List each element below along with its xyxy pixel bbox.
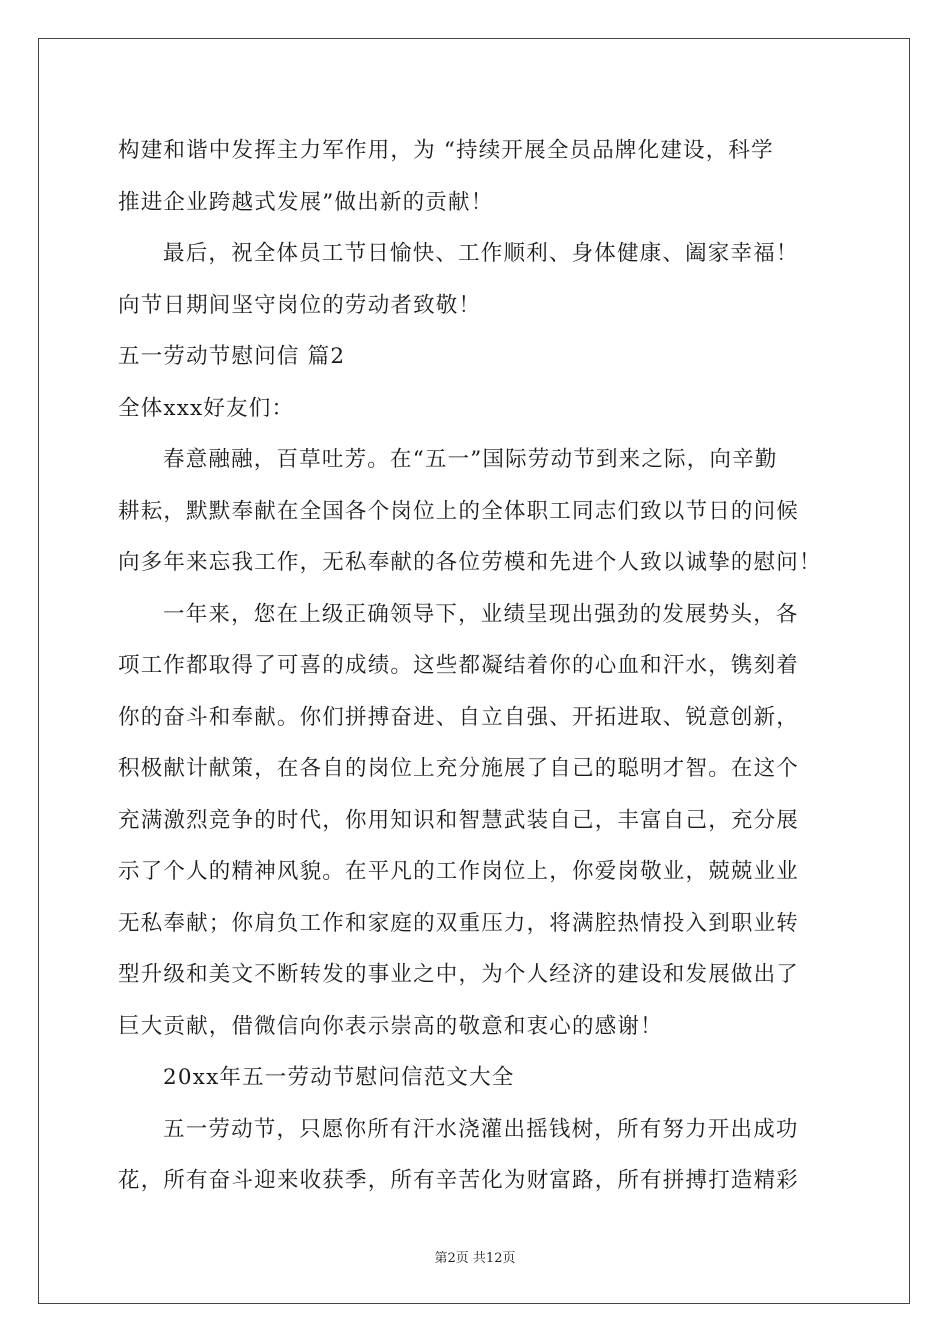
text-line: 示了个人的精神风貌。在平凡的工作岗位上，你爱岗敬业，兢兢业业 xyxy=(118,859,800,884)
text-line: 耕耘，默默奉献在全国各个岗位上的全体职工同志们致以节日的问候 xyxy=(118,498,800,524)
text-line: 巨大贡献，借微信向你表示崇高的敬意和衷心的感谢！ xyxy=(118,1013,663,1039)
text-line: 你的奋斗和奉献。你们拼搏奋进、自立自强、开拓进取、锐意创新， xyxy=(118,704,800,730)
subheading: 20xx年五一劳动节慰问信范文大全 xyxy=(163,1065,515,1090)
text-line: 项工作都取得了可喜的成绩。这些都凝结着你的心血和汗水，镌刻着 xyxy=(118,653,800,678)
document-body xyxy=(118,125,838,1207)
text-line: 五一劳动节，只愿你所有汗水浇灌出摇钱树，所有努力开出成功 xyxy=(163,1116,799,1142)
text-line: 构建和谐中发挥主力军作用，为 “持续开展全员品牌化建设，科学 xyxy=(118,138,774,163)
text-line: 花，所有奋斗迎来收获季，所有辛苦化为财富路，所有拼搏打造精彩 xyxy=(118,1168,800,1193)
text-line: 一年来，您在上级正确领导下，业绩呈现出强劲的发展势头，各 xyxy=(163,601,799,627)
text-line: 积极献计献策，在各自的岗位上充分施展了自己的聪明才智。在这个 xyxy=(118,756,800,781)
section-heading: 五一劳动节慰问信 篇2 xyxy=(118,344,346,369)
text-line: 型升级和美文不断转发的事业之中，为个人经济的建设和发展做出了 xyxy=(118,962,800,987)
text-line: 向多年来忘我工作，无私奉献的各位劳模和先进个人致以诚挚的慰问！ xyxy=(118,550,822,575)
text-line: 推进企业跨越式发展”做出新的贡献！ xyxy=(118,189,494,215)
text-line: 春意融融，百草吐芳。在“五一”国际劳动节到来之际，向辛勤 xyxy=(163,447,778,472)
page-footer: 第2页 共12页 xyxy=(434,1251,516,1266)
text-line: 充满激烈竞争的时代，你用知识和智慧武装自己，丰富自己，充分展 xyxy=(118,807,800,833)
salutation: 全体xxx好友们： xyxy=(118,395,295,421)
text-line: 向节日期间坚守岗位的劳动者致敬！ xyxy=(118,292,482,318)
text-line: 无私奉献；你肩负工作和家庭的双重压力，将满腔热情投入到职业转 xyxy=(118,910,800,936)
text-line: 最后，祝全体员工节日愉快、工作顺利、身体健康、阖家幸福！ xyxy=(163,241,799,266)
